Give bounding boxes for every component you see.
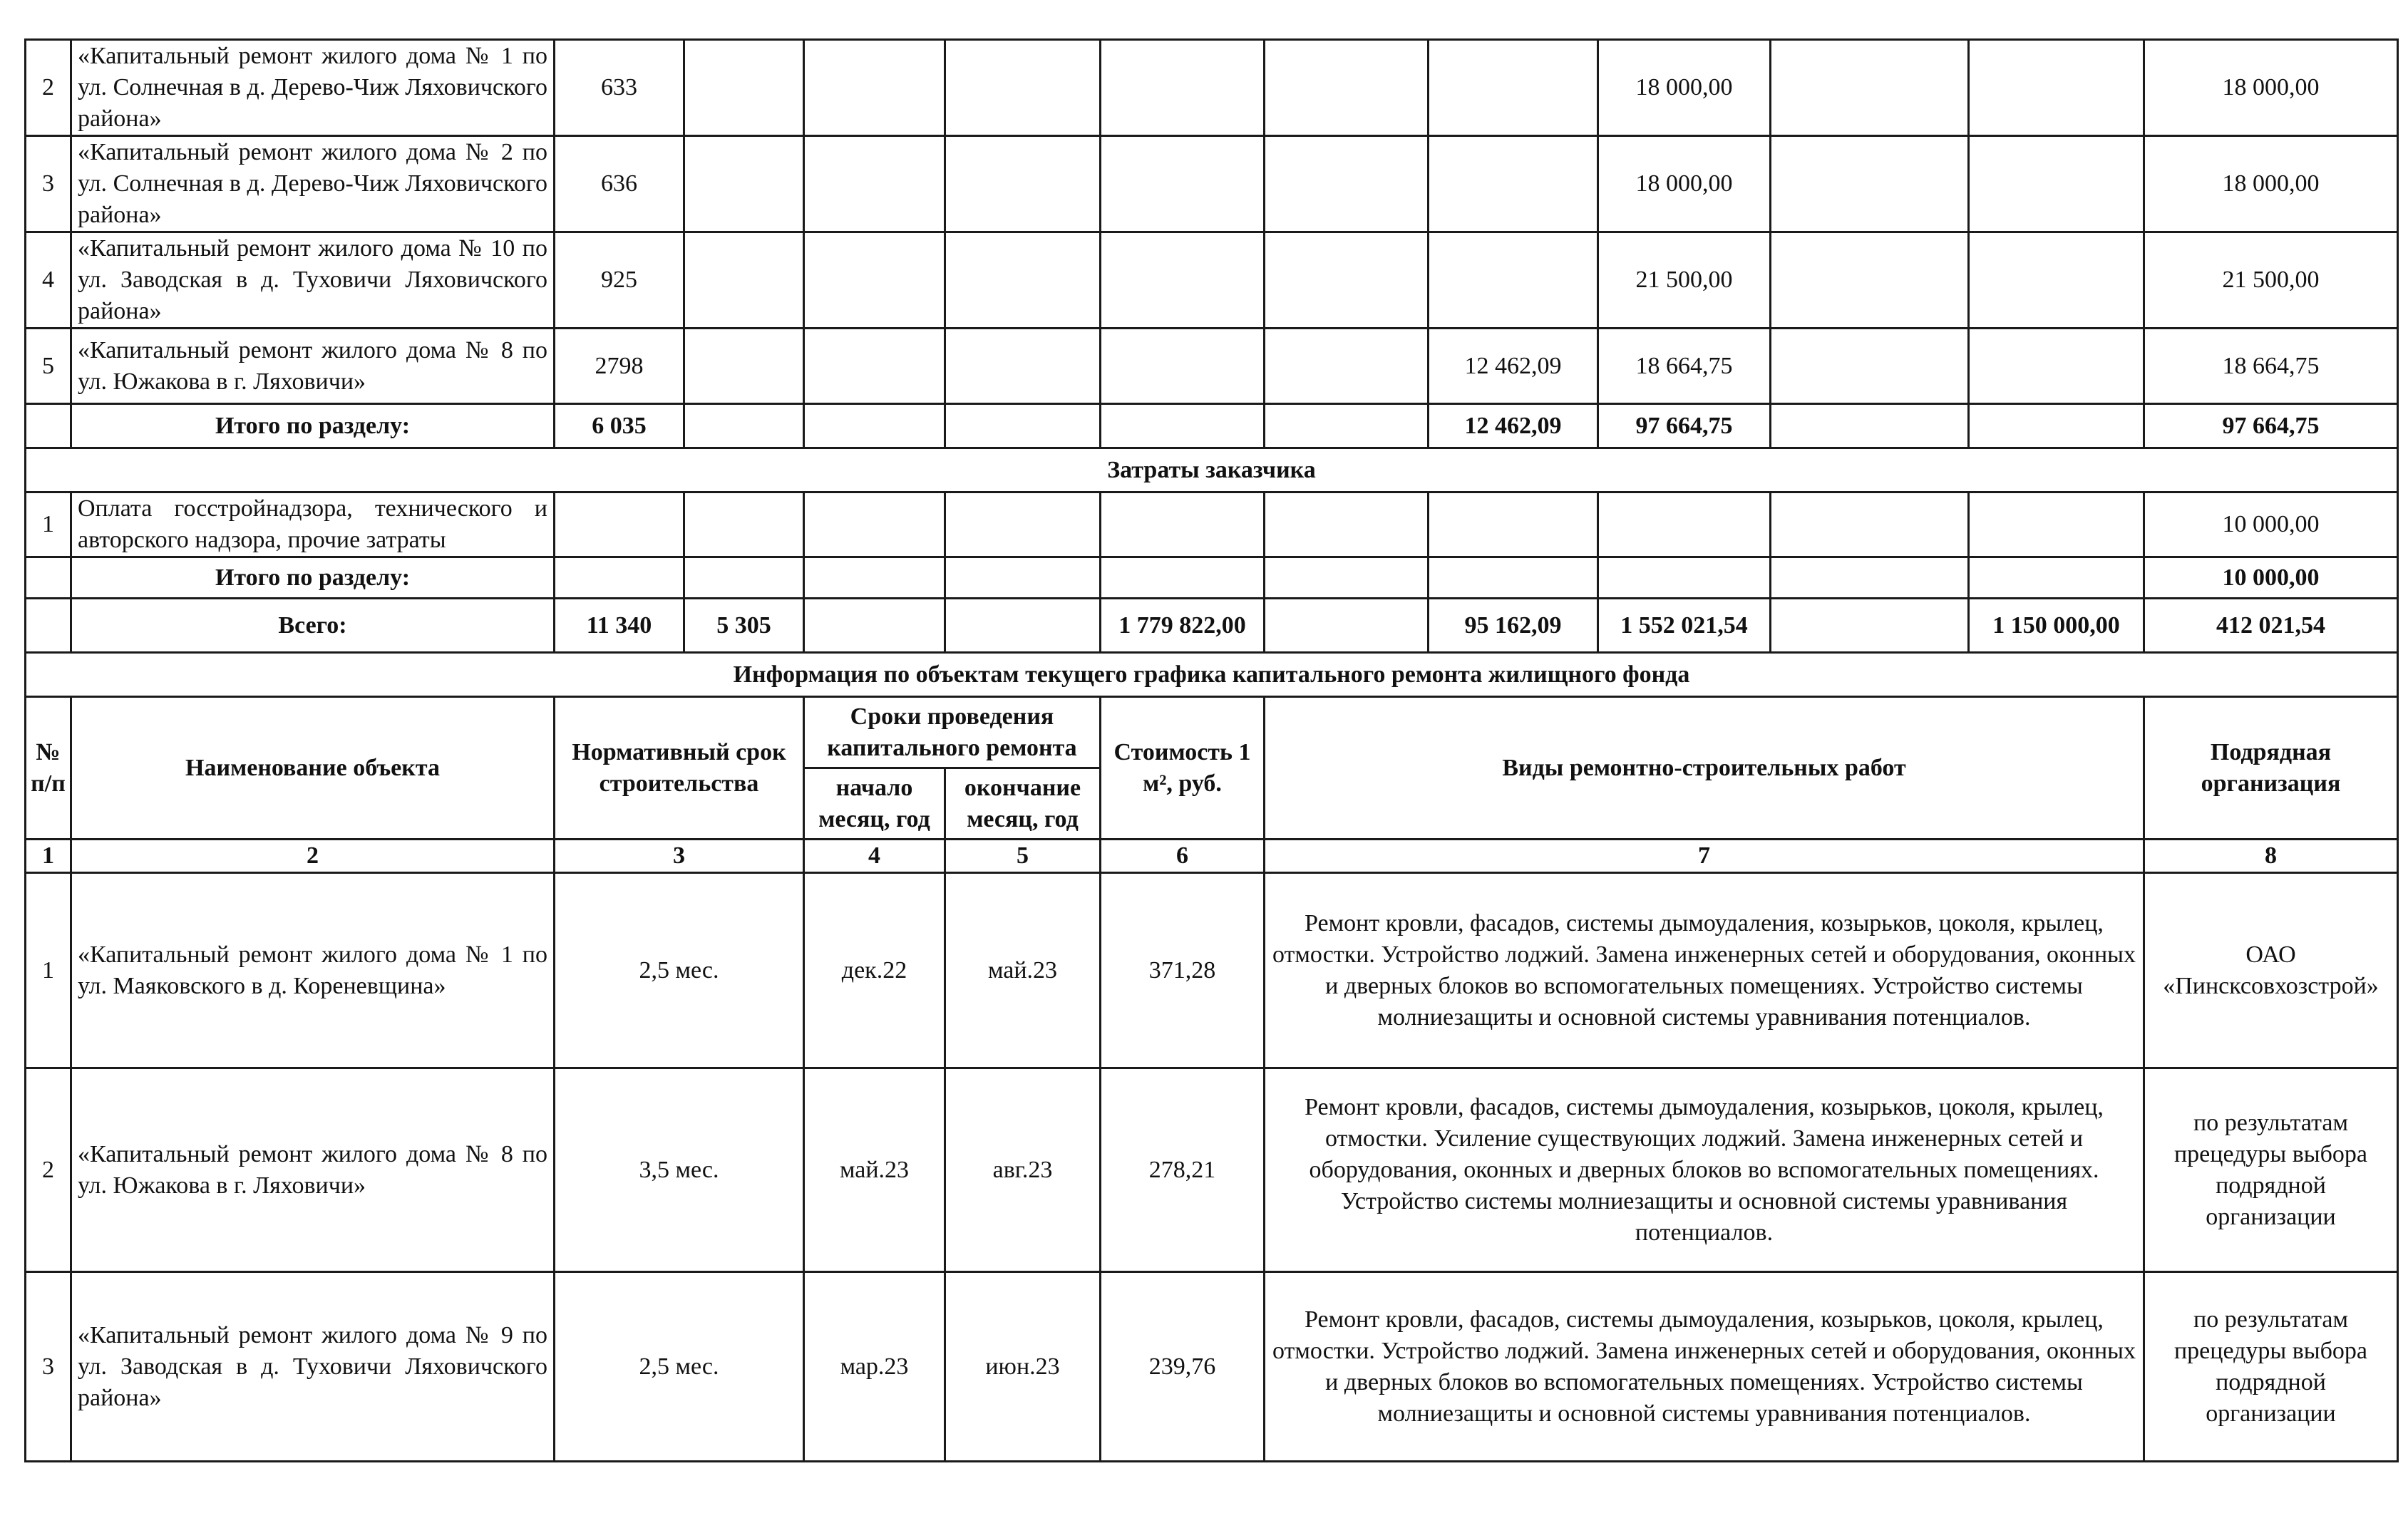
table-row xyxy=(26,232,2398,329)
object-name: «Капитальный ремонт жилого дома № 2 по ул. Солнечная в д. Дерево-Чиж Ляховичского района» xyxy=(71,136,555,232)
start-date: май.23 xyxy=(804,1068,945,1272)
cell-value: 633 xyxy=(555,40,684,136)
table-row xyxy=(26,1068,2398,1272)
start-date: дек.22 xyxy=(804,873,945,1068)
cell-value: 1 150 000,00 xyxy=(1969,599,2144,653)
contractor-name: по результатам прецедуры выбора подрядной организации xyxy=(2144,1068,2398,1272)
cell-value: 97 664,75 xyxy=(2144,404,2398,448)
cell-value: 1 552 021,54 xyxy=(1598,599,1771,653)
cell-value xyxy=(1429,232,1598,329)
header-num: № п/п xyxy=(26,697,71,840)
cell-value xyxy=(1429,136,1598,232)
cell-value: 5 305 xyxy=(684,599,804,653)
cell-value: 97 664,75 xyxy=(1598,404,1771,448)
column-number: 2 xyxy=(71,840,555,873)
grand-total-label: Всего: xyxy=(71,599,555,653)
object-name: «Капитальный ремонт жилого дома № 9 по ул. Заводская в д. Туховичи Ляховичского района» xyxy=(71,1272,555,1462)
header-cost: Стоимость 1 м², руб. xyxy=(1101,697,1265,840)
header-works: Виды ремонтно-строительных работ xyxy=(1265,697,2144,840)
column-number-row xyxy=(26,840,2398,873)
start-date: мар.23 xyxy=(804,1272,945,1462)
contractor-name: ОАО «Пинсксовхозстрой» xyxy=(2144,873,2398,1068)
object-name: «Капитальный ремонт жилого дома № 1 по ул. Солнечная в д. Дерево-Чиж Ляховичского района» xyxy=(71,40,555,136)
object-name: Оплата госстройнадзора, технического и авторского надзора, прочие затраты xyxy=(71,492,555,557)
cell-value: 636 xyxy=(555,136,684,232)
term-value: 2,5 мес. xyxy=(555,1272,804,1462)
row-number: 5 xyxy=(26,329,71,404)
table-row xyxy=(26,136,2398,232)
table-row xyxy=(26,1272,2398,1462)
term-value: 3,5 мес. xyxy=(555,1068,804,1272)
table-row xyxy=(26,873,2398,1068)
cell-value: 18 000,00 xyxy=(2144,40,2398,136)
cell-value: 95 162,09 xyxy=(1429,599,1598,653)
info-title: Информация по объектам текущего графика капитального ремонта жилищного фонда xyxy=(26,653,2398,697)
section-total-row xyxy=(26,557,2398,599)
object-name: «Капитальный ремонт жилого дома № 10 по ул. Заводская в д. Туховичи Ляховичского района» xyxy=(71,232,555,329)
column-number: 6 xyxy=(1101,840,1265,873)
cell-value: 18 000,00 xyxy=(1598,136,1771,232)
total-label: Итого по разделу: xyxy=(71,404,555,448)
cell-value: 18 000,00 xyxy=(2144,136,2398,232)
cell-value xyxy=(1429,40,1598,136)
column-number: 4 xyxy=(804,840,945,873)
cost-value: 239,76 xyxy=(1101,1272,1265,1462)
column-number: 1 xyxy=(26,840,71,873)
section-header-row xyxy=(26,448,2398,492)
cell-value: 6 035 xyxy=(555,404,684,448)
works-description: Ремонт кровли, фасадов, системы дымоудаления, козырьков, цоколя, крылец, отмостки. Устройство лоджий. Замена инженерных сетей и оборудования, оконных и дверных блоков во вспомогательных помещениях. Устройство системы молниезащиты и основной системы уравнивания потенциалов. xyxy=(1265,1272,2144,1462)
section-title: Затраты заказчика xyxy=(26,448,2398,492)
grand-total-row xyxy=(26,599,2398,653)
cell-value: 18 664,75 xyxy=(2144,329,2398,404)
term-value: 2,5 мес. xyxy=(555,873,804,1068)
cell-value: 10 000,00 xyxy=(2144,557,2398,599)
cell-value: 2798 xyxy=(555,329,684,404)
header-start: начало месяц, год xyxy=(804,768,945,840)
column-number: 5 xyxy=(945,840,1101,873)
column-number: 8 xyxy=(2144,840,2398,873)
column-number: 3 xyxy=(555,840,804,873)
object-name: «Капитальный ремонт жилого дома № 8 по ул. Южакова в г. Ляховичи» xyxy=(71,329,555,404)
cell-value: 18 664,75 xyxy=(1598,329,1771,404)
header-term: Нормативный срок строительства xyxy=(555,697,804,840)
end-date: май.23 xyxy=(945,873,1101,1068)
table-row xyxy=(26,40,2398,136)
row-number: 3 xyxy=(26,1272,71,1462)
row-number: 3 xyxy=(26,136,71,232)
cell-value: 10 000,00 xyxy=(2144,492,2398,557)
total-label: Итого по разделу: xyxy=(71,557,555,599)
row-number: 1 xyxy=(26,873,71,1068)
cell-value: 12 462,09 xyxy=(1429,329,1598,404)
cell-value: 1 779 822,00 xyxy=(1101,599,1265,653)
object-name: «Капитальный ремонт жилого дома № 8 по ул. Южакова в г. Ляховичи» xyxy=(71,1068,555,1272)
end-date: авг.23 xyxy=(945,1068,1101,1272)
cell-value: 11 340 xyxy=(555,599,684,653)
header-dates: Сроки проведения капитального ремонта xyxy=(804,697,1101,768)
header-end: окончание месяц, год xyxy=(945,768,1101,840)
header-contractor: Подрядная организация xyxy=(2144,697,2398,840)
row-number: 2 xyxy=(26,1068,71,1272)
works-description: Ремонт кровли, фасадов, системы дымоудаления, козырьков, цоколя, крылец, отмостки. Усиление существующих лоджий. Замена инженерных сетей и оборудования, оконных и дверных блоков во вспомогательных помещениях. Устройство системы молниезащиты и основной системы уравнивания потенциалов. xyxy=(1265,1068,2144,1272)
info-title-row xyxy=(26,653,2398,697)
cell-value: 21 500,00 xyxy=(1598,232,1771,329)
document-sheet xyxy=(24,38,2397,1462)
cell-value: 12 462,09 xyxy=(1429,404,1598,448)
table-row xyxy=(26,329,2398,404)
end-date: июн.23 xyxy=(945,1272,1101,1462)
contractor-name: по результатам прецедуры выбора подрядной организации xyxy=(2144,1272,2398,1462)
row-number: 1 xyxy=(26,492,71,557)
row-number: 2 xyxy=(26,40,71,136)
header-name: Наименование объекта xyxy=(71,697,555,840)
cell-value: 925 xyxy=(555,232,684,329)
column-number: 7 xyxy=(1265,840,2144,873)
repair-table xyxy=(24,38,2399,1462)
cost-value: 371,28 xyxy=(1101,873,1265,1068)
cell-value: 18 000,00 xyxy=(1598,40,1771,136)
cell-value: 21 500,00 xyxy=(2144,232,2398,329)
works-description: Ремонт кровли, фасадов, системы дымоудаления, козырьков, цоколя, крылец, отмостки. Устройство лоджий. Замена инженерных сетей и оборудования, оконных и дверных блоков во вспомогательных помещениях. Устройство системы молниезащиты и основной системы уравнивания потенциалов. xyxy=(1265,873,2144,1068)
cost-value: 278,21 xyxy=(1101,1068,1265,1272)
section-total-row xyxy=(26,404,2398,448)
object-name: «Капитальный ремонт жилого дома № 1 по ул. Маяковского в д. Кореневщина» xyxy=(71,873,555,1068)
table-row xyxy=(26,492,2398,557)
cell-value: 412 021,54 xyxy=(2144,599,2398,653)
header-row xyxy=(26,697,2398,768)
row-number: 4 xyxy=(26,232,71,329)
